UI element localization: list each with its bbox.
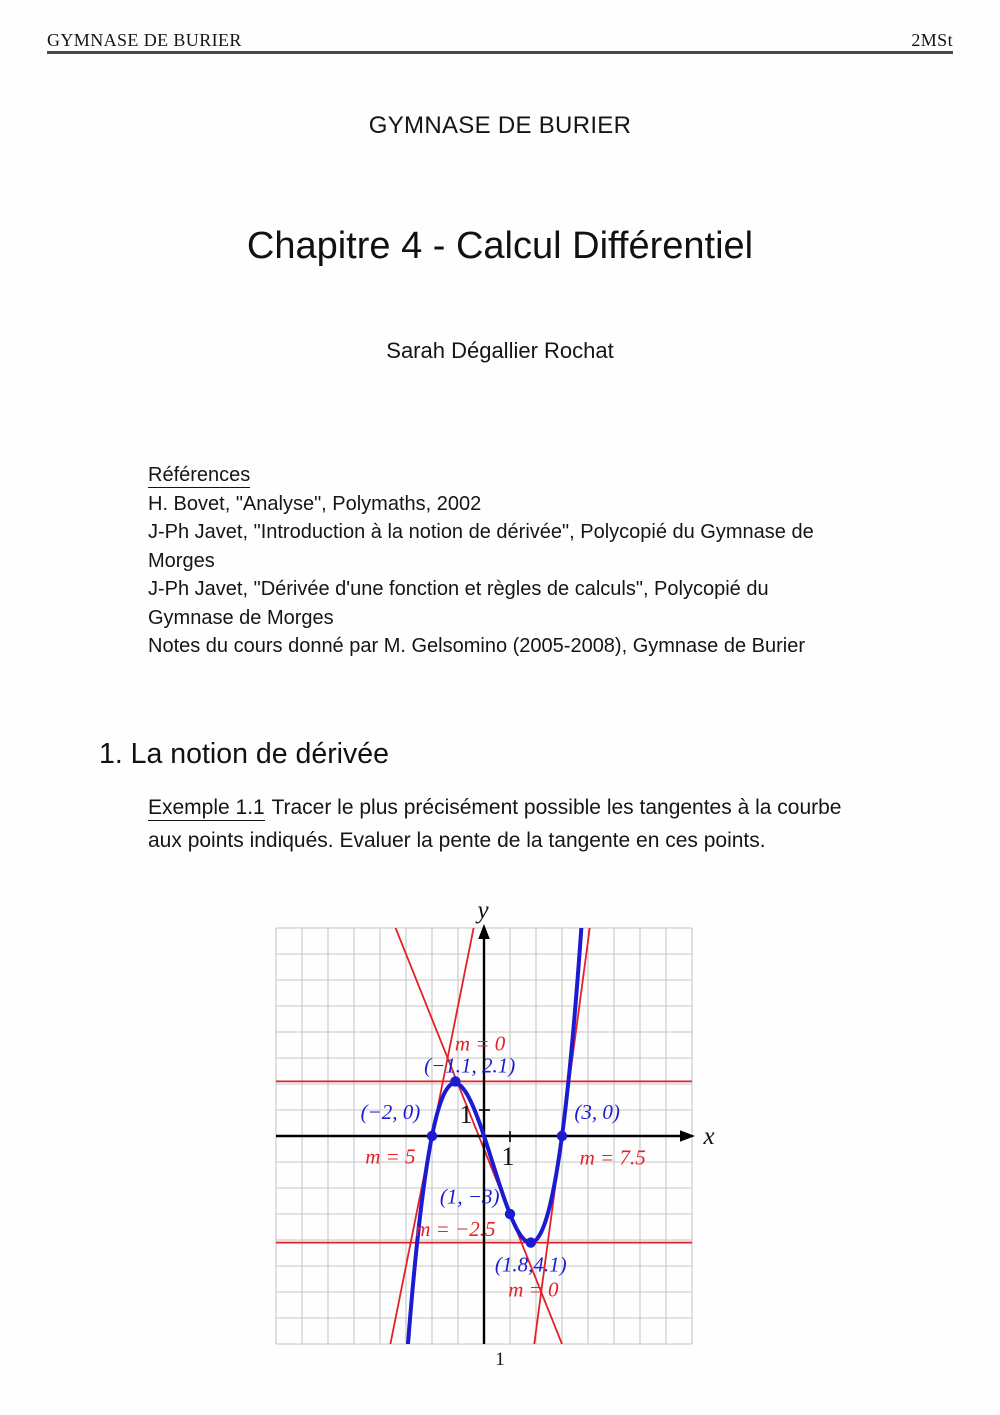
y-axis-arrow — [478, 924, 490, 939]
page-title: Chapitre 4 - Calcul Différentiel — [246, 225, 754, 267]
header-rule — [47, 51, 953, 54]
y-tick-label: 1 — [459, 1100, 473, 1129]
graph-annotation: m = 0 — [454, 1031, 506, 1056]
author-line: Sarah Dégallier Rochat — [386, 338, 614, 363]
graph-annotation: (3, 0) — [574, 1100, 620, 1125]
x-axis-label: x — [703, 1123, 715, 1150]
graph-annotation: (1.8,4.1) — [494, 1252, 567, 1277]
example-paragraph — [148, 792, 848, 857]
reference-item: J-Ph Javet, "Introduction à la notion de dérivée", Polycopié du Gymnase de Morges — [148, 521, 814, 572]
references-block — [148, 461, 848, 661]
reference-item: H. Bovet, "Analyse", Polymaths, 2002 — [148, 492, 482, 515]
graph-annotation: (−1.1, 2.1) — [424, 1053, 516, 1078]
reference-item: J-Ph Javet, "Dérivée d'une fonction et règles de calculs", Polycopié du Gymnase de Morges — [148, 578, 769, 629]
graph-annotation: m = 7.5 — [579, 1145, 646, 1170]
graph-annotation: m = 5 — [365, 1144, 416, 1169]
graph-svg — [248, 893, 718, 1355]
graph-annotation: m = 0 — [508, 1277, 559, 1302]
references-heading: Références — [148, 464, 251, 486]
axes — [276, 924, 695, 1344]
running-head-left: GYMNASE DE BURIER — [47, 30, 242, 50]
page-number: 1 — [495, 1349, 505, 1370]
graph-annotation: m = −2.5 — [415, 1217, 496, 1242]
example-text: Tracer le plus précisément possible les tangentes à la courbe aux points indiqués. Evaluer la pente de la tangente en ces points. — [148, 796, 842, 852]
curve-point — [450, 1076, 460, 1086]
section-heading: 1. La notion de dérivée — [99, 738, 389, 770]
reference-item: Notes du cours donné par M. Gelsomino (2005-2008), Gymnase de Burier — [148, 635, 806, 657]
x-axis-arrow — [680, 1130, 695, 1142]
graph-annotation: (1, −3) — [439, 1184, 500, 1209]
cubic-curve — [403, 893, 588, 1355]
curve-point — [427, 1131, 437, 1141]
institution-line: GYMNASE DE BURIER — [368, 112, 632, 139]
graph-annotation: (−2, 0) — [360, 1100, 421, 1125]
curve-point — [557, 1131, 567, 1141]
y-axis-label: y — [477, 897, 489, 924]
curve-point — [505, 1209, 515, 1219]
x-tick-label: 1 — [501, 1142, 515, 1171]
example-label: Exemple 1.1 — [148, 796, 265, 819]
running-head — [47, 30, 953, 51]
curve-point — [526, 1237, 536, 1247]
running-head-right: 2MSt — [911, 30, 953, 50]
